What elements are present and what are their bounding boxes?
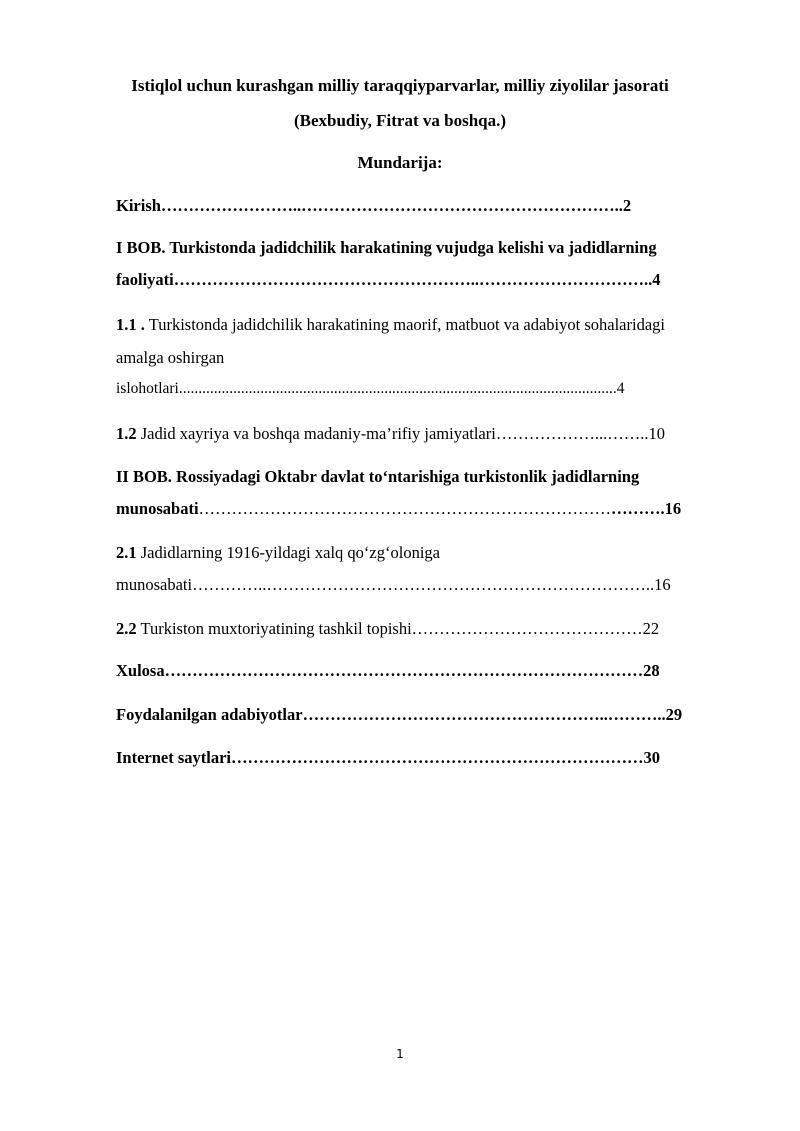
toc-entry-1-2 — [116, 424, 742, 444]
toc-heading: Mundarija: — [357, 153, 443, 172]
toc-entry-2-2 — [116, 619, 742, 639]
toc-entry-1-2-number: 1.2 — [116, 424, 137, 443]
toc-entry-bob2-label: munosabati — [116, 499, 199, 518]
page-number: 1 — [396, 1047, 404, 1061]
toc-entry-1-1-text: Turkistonda jadidchilik harakatining maorif, matbuot va adabiyot sohalaridagi — [144, 315, 665, 334]
toc-entry-2-1-text: Jadidlarning 1916-yildagi xalq qo‘zg‘oloniga — [136, 543, 440, 562]
document-title-line2: (Bexbudiy, Fitrat va boshqa.) — [293, 111, 507, 130]
toc-entry-2-1-number: 2.1 — [116, 543, 137, 562]
toc-entry-bob1-line2: faoliyati………………………………………………..…………………………..4 — [116, 270, 661, 289]
toc-entry-2-2-text: Turkiston muxtoriyatining tashkil topishi……………………………………22 — [136, 619, 660, 638]
toc-entry-xulosa: Xulosa……………………………………………………………………………28 — [116, 661, 660, 680]
toc-entry-foydalanilgan: Foydalanilgan adabiyotlar………………………………………………..………..29 — [116, 705, 683, 724]
toc-entry-1-1-number: 1.1 . — [116, 315, 145, 334]
toc-entry-2-2-number: 2.2 — [116, 619, 137, 638]
toc-entry-1-2-text: Jadid xayriya va boshqa madaniy-ma’rifiy jamiyatlari………………...……..10 — [136, 424, 665, 443]
toc-entry-bob2-page: ……….16 — [611, 499, 682, 518]
toc-entry-bob1-line1: I BOB. Turkistonda jadidchilik harakatining vujudga kelishi va jadidlarning — [116, 238, 657, 257]
toc-entry-internet: Internet saytlari…………………………………………………………………30 — [116, 748, 661, 767]
document-title-line1: Istiqlol uchun kurashgan milliy taraqqiyparvarlar, milliy ziyolilar jasorati — [131, 76, 669, 95]
toc-entry-1-1-line1 — [116, 315, 742, 335]
toc-entry-bob2-line2 — [116, 499, 742, 519]
toc-entry-2-1-line2: munosabati…………..……………………………………………………………..16 — [116, 575, 671, 594]
toc-entry-bob2-line1: II BOB. Rossiyadagi Oktabr davlat to‘ntarishiga turkistonlik jadidlarning — [116, 467, 640, 486]
toc-entry-2-1-line1 — [116, 543, 742, 563]
toc-entry-1-1-line2: amalga oshirgan — [116, 348, 225, 367]
toc-entry-bob2-dots: ………………………………………………………………… — [198, 499, 612, 518]
toc-entry-kirish: Kirish……………………..…………………………………………………..2 — [116, 196, 632, 215]
toc-entry-1-1-line3: islohotlari.................................................................................................................4 — [116, 380, 625, 397]
